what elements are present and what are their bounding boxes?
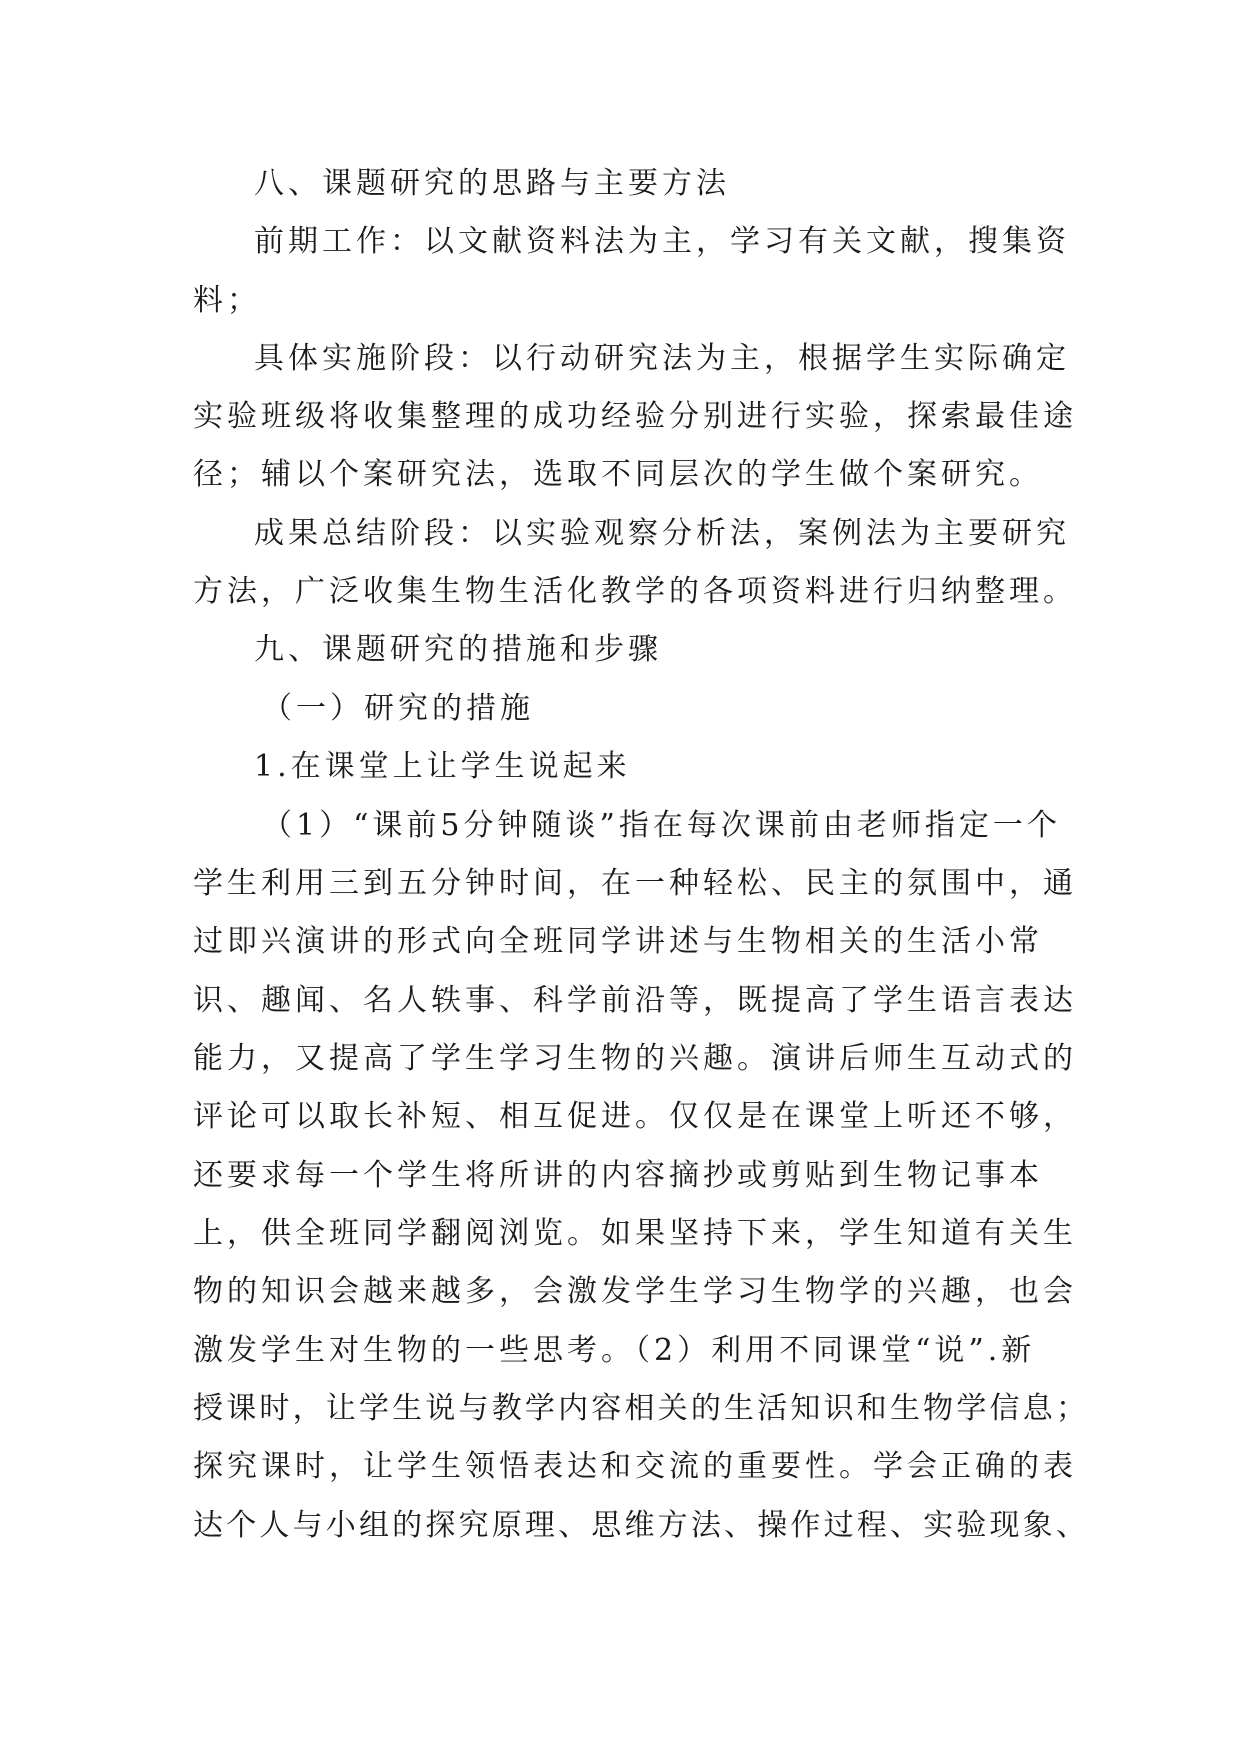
heading-section-9: 九、课题研究的措施和步骤 [254, 632, 662, 667]
paragraph-line: 能力，又提高了学生学习生物的兴趣。演讲后师生互动式的 [193, 1041, 1077, 1076]
paragraph-line: 达个人与小组的探究原理、思维方法、操作过程、实验现象、 [193, 1508, 1090, 1543]
paragraph-line: 上，供全班同学翻阅浏览。如果坚持下来，学生知道有关生 [193, 1216, 1077, 1251]
paragraph-line: 探究课时，让学生领悟表达和交流的重要性。学会正确的表 [193, 1449, 1077, 1484]
paragraph-line: 激发学生对生物的一些思考。（2）利用不同课堂“说”.新 [193, 1333, 1036, 1368]
paragraph-line: 学生利用三到五分钟时间，在一种轻松、民主的氛围中，通 [193, 866, 1077, 901]
paragraph-line: 具体实施阶段：以行动研究法为主，根据学生实际确定 [254, 341, 1070, 376]
paragraph-line: 过即兴演讲的形式向全班同学讲述与生物相关的生活小常 [193, 924, 1043, 959]
paragraph-line: 前期工作：以文献资料法为主，学习有关文献，搜集资 [254, 224, 1070, 259]
subheading: （一）研究的措施 [262, 691, 534, 726]
paragraph-line: 径；辅以个案研究法，选取不同层次的学生做个案研究。 [193, 457, 1043, 492]
heading-section-8: 八、课题研究的思路与主要方法 [254, 166, 730, 201]
paragraph-line: 物的知识会越来越多，会激发学生学习生物学的兴趣，也会 [193, 1274, 1077, 1309]
paragraph-line: 料； [193, 283, 261, 318]
paragraph-line: 评论可以取长补短、相互促进。仅仅是在课堂上听还不够， [193, 1099, 1077, 1134]
paragraph-line: （1）“课前5分钟随谈”指在每次课前由老师指定一个 [262, 808, 1061, 843]
paragraph-line: 授课时，让学生说与教学内容相关的生活知识和生物学信息； [193, 1391, 1090, 1426]
paragraph-line: 还要求每一个学生将所讲的内容摘抄或剪贴到生物记事本 [193, 1158, 1043, 1193]
paragraph-line: 实验班级将收集整理的成功经验分别进行实验，探索最佳途 [193, 399, 1077, 434]
subheading-numbered: 1.在课堂上让学生说起来 [254, 749, 631, 784]
paragraph-line: 识、趣闻、名人轶事、科学前沿等，既提高了学生语言表达 [193, 983, 1077, 1018]
paragraph-line: 方法，广泛收集生物生活化教学的各项资料进行归纳整理。 [193, 574, 1077, 609]
paragraph-line: 成果总结阶段：以实验观察分析法，案例法为主要研究 [254, 516, 1070, 551]
